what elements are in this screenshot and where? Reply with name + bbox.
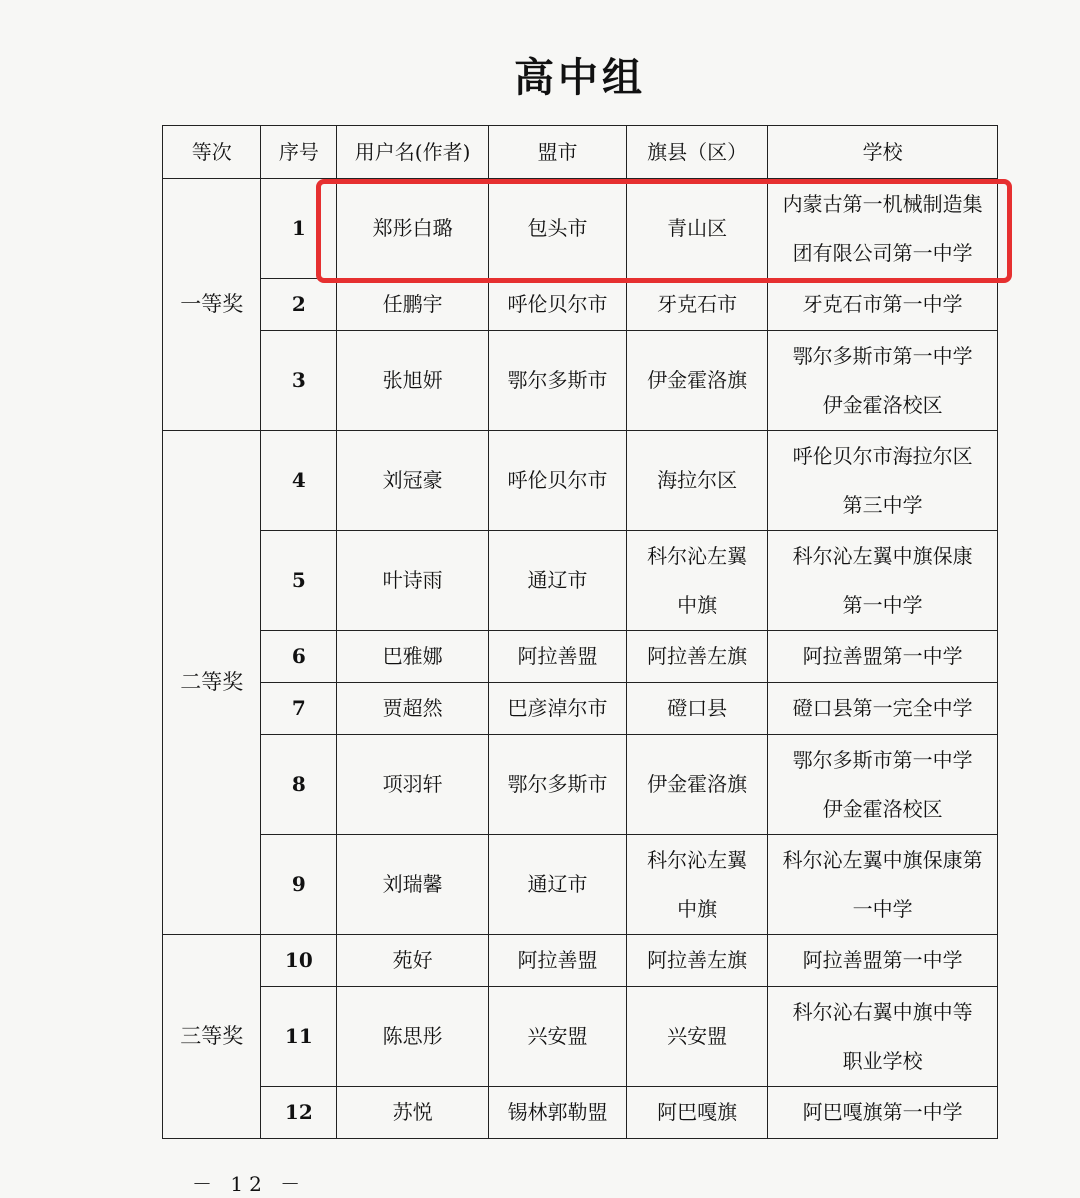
- school-cell: [768, 279, 998, 331]
- school-line: 伊金霍洛校区: [822, 392, 943, 417]
- page-title: 高中组: [514, 54, 646, 101]
- table-row: [163, 935, 998, 987]
- seq-cell: 8: [261, 735, 337, 835]
- school-line: 第一中学: [842, 592, 923, 617]
- school-line: 第三中学: [842, 492, 923, 517]
- county-cell: 伊金霍洛旗: [627, 735, 768, 835]
- city-cell: 鄂尔多斯市: [488, 735, 626, 835]
- name-cell: 张旭妍: [337, 331, 489, 431]
- table-row: [163, 683, 998, 735]
- county-line: 科尔沁左翼: [647, 543, 748, 568]
- name-cell: 苏悦: [337, 1087, 489, 1139]
- school-line: 内蒙古第一机械制造集: [782, 191, 983, 216]
- table-row: [163, 735, 998, 835]
- seq-cell: 2: [261, 279, 337, 331]
- table-row: [163, 987, 998, 1087]
- city-cell: 鄂尔多斯市: [488, 331, 626, 431]
- school-cell: [768, 987, 998, 1087]
- school-line: 科尔沁左翼中旗保康: [792, 543, 973, 568]
- seq-cell: 4: [261, 431, 337, 531]
- school-line: 职业学校: [842, 1048, 923, 1073]
- award-level-cell: 二等奖: [163, 431, 261, 935]
- header-level: 等次: [163, 126, 261, 179]
- county-cell: [627, 531, 768, 631]
- county-cell: 牙克石市: [627, 279, 768, 331]
- table-row: [163, 179, 998, 279]
- table-row: [163, 631, 998, 683]
- table-row: [163, 279, 998, 331]
- seq-cell: 12: [261, 1087, 337, 1139]
- school-line: 阿拉善盟第一中学: [802, 644, 963, 668]
- header-city: 盟市: [488, 126, 626, 179]
- table-header-row: [163, 126, 998, 179]
- name-cell: 苑好: [337, 935, 489, 987]
- name-cell: 任鹏宇: [337, 279, 489, 331]
- table-row: [163, 331, 998, 431]
- seq-cell: 11: [261, 987, 337, 1087]
- seq-cell: 6: [261, 631, 337, 683]
- school-cell: [768, 935, 998, 987]
- name-cell: 刘瑞馨: [337, 835, 489, 935]
- school-cell: [768, 835, 998, 935]
- header-school: 学校: [768, 126, 998, 179]
- school-line: 阿拉善盟第一中学: [802, 948, 963, 972]
- school-line: 科尔沁左翼中旗保康第: [782, 847, 983, 872]
- seq-cell: 3: [261, 331, 337, 431]
- school-line: 团有限公司第一中学: [792, 240, 973, 265]
- award-level-cell: 一等奖: [163, 179, 261, 431]
- county-cell: [627, 835, 768, 935]
- city-cell: 阿拉善盟: [488, 935, 626, 987]
- city-cell: 通辽市: [488, 531, 626, 631]
- name-cell: 郑彤白璐: [337, 179, 489, 279]
- city-cell: 呼伦贝尔市: [488, 279, 626, 331]
- school-line: 阿巴嘎旗第一中学: [802, 1100, 963, 1124]
- name-cell: 巴雅娜: [337, 631, 489, 683]
- table-body: [163, 179, 998, 1139]
- seq-cell: 10: [261, 935, 337, 987]
- school-line: 一中学: [852, 896, 913, 921]
- name-cell: 陈思彤: [337, 987, 489, 1087]
- table-row: [163, 431, 998, 531]
- award-level-cell: 三等奖: [163, 935, 261, 1139]
- school-line: 磴口县第一完全中学: [792, 696, 973, 720]
- city-cell: 兴安盟: [488, 987, 626, 1087]
- header-seq: 序号: [261, 126, 337, 179]
- header-name: 用户名(作者): [337, 126, 489, 179]
- seq-cell: 5: [261, 531, 337, 631]
- school-cell: [768, 631, 998, 683]
- school-cell: [768, 683, 998, 735]
- table-row: [163, 531, 998, 631]
- awards-table: [162, 125, 998, 1139]
- seq-cell: 1: [261, 179, 337, 279]
- table-row: [163, 835, 998, 935]
- county-cell: 阿拉善左旗: [627, 631, 768, 683]
- school-cell: [768, 735, 998, 835]
- seq-cell: 9: [261, 835, 337, 935]
- name-cell: 刘冠豪: [337, 431, 489, 531]
- school-line: 鄂尔多斯市第一中学: [792, 343, 973, 368]
- county-line: 科尔沁左翼: [647, 847, 748, 872]
- county-line: 中旗: [677, 896, 718, 921]
- name-cell: 项羽轩: [337, 735, 489, 835]
- county-line: 中旗: [677, 592, 718, 617]
- name-cell: 贾超然: [337, 683, 489, 735]
- city-cell: 包头市: [488, 179, 626, 279]
- school-cell: [768, 431, 998, 531]
- city-cell: 呼伦贝尔市: [488, 431, 626, 531]
- county-cell: 阿巴嘎旗: [627, 1087, 768, 1139]
- city-cell: 巴彦淖尔市: [488, 683, 626, 735]
- school-cell: [768, 1087, 998, 1139]
- city-cell: 锡林郭勒盟: [488, 1087, 626, 1139]
- school-line: 鄂尔多斯市第一中学: [792, 747, 973, 772]
- school-line: 牙克石市第一中学: [802, 292, 963, 316]
- school-cell: [768, 531, 998, 631]
- county-cell: 磴口县: [627, 683, 768, 735]
- header-county: 旗县（区）: [627, 126, 768, 179]
- page-number: － 12 －: [192, 1172, 307, 1196]
- county-cell: 青山区: [627, 179, 768, 279]
- table-row: [163, 1087, 998, 1139]
- city-cell: 通辽市: [488, 835, 626, 935]
- school-line: 呼伦贝尔市海拉尔区: [792, 443, 973, 468]
- county-cell: 阿拉善左旗: [627, 935, 768, 987]
- county-cell: 兴安盟: [627, 987, 768, 1087]
- city-cell: 阿拉善盟: [488, 631, 626, 683]
- seq-cell: 7: [261, 683, 337, 735]
- county-cell: 海拉尔区: [627, 431, 768, 531]
- school-cell: [768, 331, 998, 431]
- school-cell: [768, 179, 998, 279]
- school-line: 科尔沁右翼中旗中等: [792, 999, 973, 1024]
- name-cell: 叶诗雨: [337, 531, 489, 631]
- school-line: 伊金霍洛校区: [822, 796, 943, 821]
- county-cell: 伊金霍洛旗: [627, 331, 768, 431]
